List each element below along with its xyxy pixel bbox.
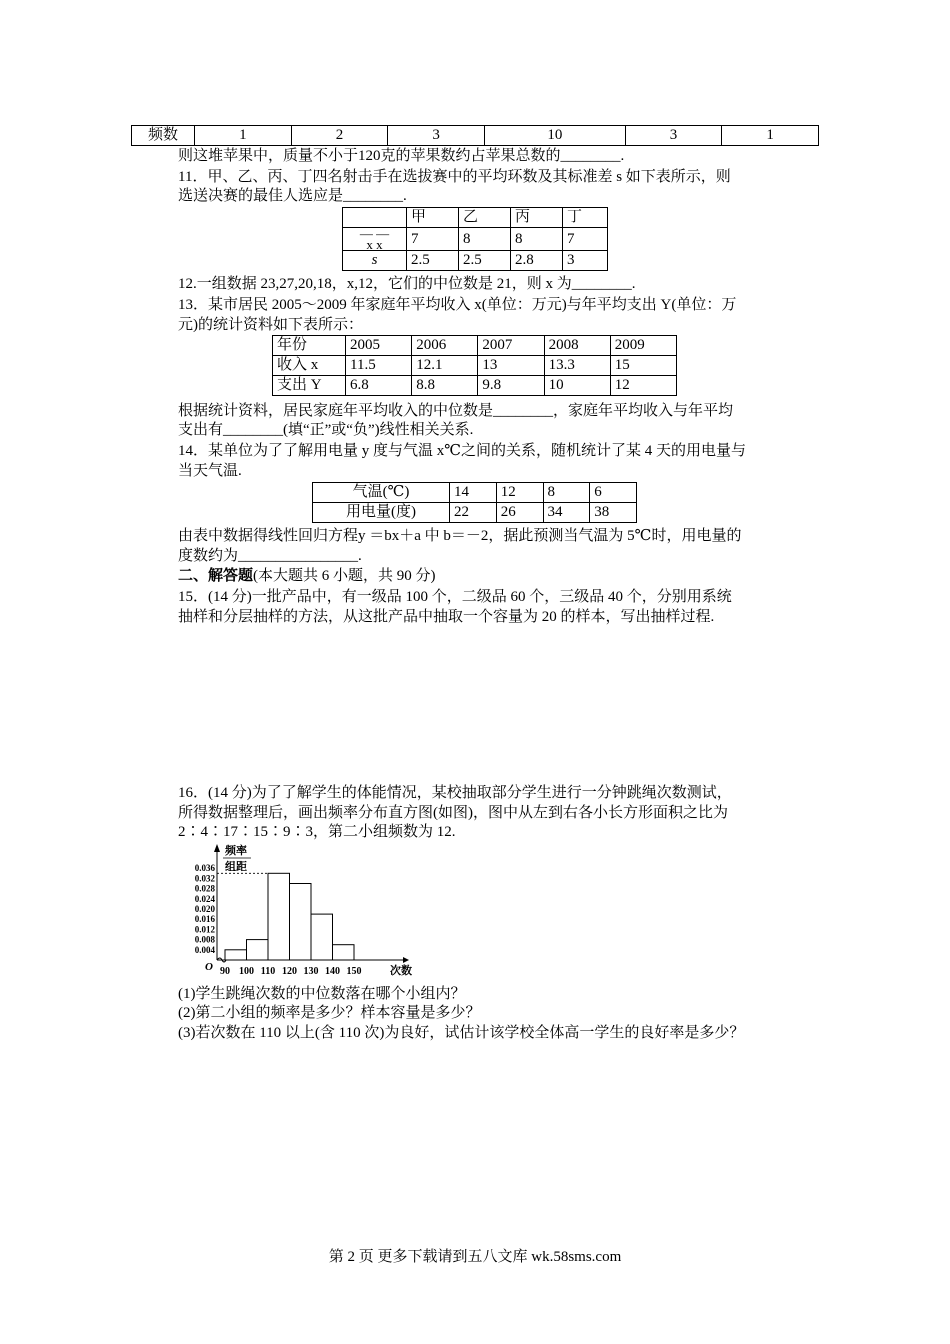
table-cell: 7 xyxy=(407,228,459,251)
table-cell: 7 xyxy=(562,228,607,251)
table-row xyxy=(273,356,677,376)
x-tick-label: 100 xyxy=(239,966,254,977)
q16-sub3: (3)若次数在 110 以上(含 110 次)为良好，试估计该学校全体高一学生的良好率是多少？ xyxy=(178,1025,745,1041)
section-subtitle: (本大题共 6 小题，共 90 分) xyxy=(253,568,436,584)
table-cell: 频数 xyxy=(132,126,195,146)
table-row xyxy=(273,376,677,396)
table-cell: 1 xyxy=(722,126,819,146)
table-cell: 用电量(度) xyxy=(313,503,450,523)
table-cell: s xyxy=(343,251,407,271)
table-cell: 13 xyxy=(478,356,544,376)
section-heading xyxy=(178,567,436,585)
y-axis-arrow xyxy=(214,844,220,852)
histogram-bar xyxy=(333,945,355,960)
table-cell: 6.8 xyxy=(346,376,412,396)
histogram-bar xyxy=(247,940,269,960)
table-cell: 年份 xyxy=(273,336,346,356)
table-cell: 3 xyxy=(562,251,607,271)
table-row xyxy=(273,336,677,356)
y-tick-label: 0.032 xyxy=(194,873,215,884)
y-tick-label: 0.036 xyxy=(194,863,215,874)
table-cell xyxy=(343,228,407,251)
table-row xyxy=(343,251,608,271)
table-row xyxy=(343,228,608,251)
q13-after1: 根据统计资料，居民家庭年平均收入的中位数是________，家庭年平均收入与年平均 xyxy=(178,403,734,419)
table-cell: 2.8 xyxy=(510,251,562,271)
table-cell: 15 xyxy=(610,356,676,376)
table-cell: 12 xyxy=(610,376,676,396)
x-tick-label: 140 xyxy=(325,966,340,977)
table-row xyxy=(343,208,608,228)
q14-after2: 度数约为________________. xyxy=(178,548,362,564)
table-cell: 2007 xyxy=(478,336,544,356)
y-tick-label: 0.020 xyxy=(194,904,215,914)
table-cell: 1 xyxy=(195,126,292,146)
q13-after2: 支出有________(填“正”或“负”)线性相关关系. xyxy=(178,422,474,438)
q14-after1: 由表中数据得线性回归方程y ＝bx＋a 中 b＝－2，据此预测当气温为 5℃时，用电量的 xyxy=(178,528,742,544)
histogram-bar xyxy=(268,873,290,960)
table-cell: 2005 xyxy=(346,336,412,356)
q11-table xyxy=(342,207,608,271)
table-cell: 12 xyxy=(496,483,543,503)
origin-label: O xyxy=(205,961,213,973)
q15-line1: 15．(14 分)一批产品中，有一级品 100 个，二级品 60 个，三级品 40 个，分别用系统 xyxy=(178,589,732,605)
y-tick-label: 0.024 xyxy=(194,893,215,904)
q11-line1: 11．甲、乙、丙、丁四名射击手在选拔赛中的平均环数及其标准差 s 如下表所示，则 xyxy=(178,169,731,185)
q13-line2: 元)的统计资料如下表所示： xyxy=(178,317,363,333)
table-row xyxy=(313,503,637,523)
table-cell: 支出 Y xyxy=(273,376,346,396)
table-cell: 2 xyxy=(291,126,388,146)
x-tick-label: 130 xyxy=(303,966,319,977)
q10-tail: 则这堆苹果中，质量不小于120克的苹果数约占苹果总数的________. xyxy=(178,148,625,164)
y-tick-label: 0.004 xyxy=(194,944,215,955)
q15-line2: 抽样和分层抽样的方法，从这批产品中抽取一个容量为 20 的样本，写出抽样过程. xyxy=(178,609,715,625)
x-axis-label: 次数 xyxy=(390,965,412,977)
y-tick-label: 0.016 xyxy=(194,914,215,925)
mean-overline: — — xyxy=(359,226,390,241)
y-tick-label: 0.012 xyxy=(194,924,215,935)
table-cell: 8.8 xyxy=(412,376,478,396)
table-cell: 3 xyxy=(388,126,485,146)
q16-sub2: (2)第二小组的频率是多少？样本容量是多少？ xyxy=(178,1005,481,1021)
table-cell: 8 xyxy=(510,228,562,251)
mean-label: x x xyxy=(366,237,383,252)
table-cell: 丁 xyxy=(562,208,607,228)
table-row xyxy=(313,483,637,503)
table-cell: 9.8 xyxy=(478,376,544,396)
x-tick-label: 120 xyxy=(282,966,297,977)
y-axis-label-top: 频率 xyxy=(225,845,247,857)
table-cell: 2009 xyxy=(610,336,676,356)
table-cell: 34 xyxy=(543,503,590,523)
x-tick-label: 90 xyxy=(220,966,230,977)
table-cell: 甲 xyxy=(407,208,459,228)
q13-table xyxy=(272,335,677,396)
y-axis-label-bottom: 组距 xyxy=(225,861,247,873)
table-cell: 收入 x xyxy=(273,356,346,376)
table-cell: 2.5 xyxy=(407,251,459,271)
table-cell: 2006 xyxy=(412,336,478,356)
frequency-table xyxy=(131,125,819,146)
x-tick-label: 110 xyxy=(260,966,276,977)
q14-line1: 14．某单位为了了解用电量 y 度与气温 x℃之间的关系，随机统计了某 4 天的用电量与 xyxy=(178,443,747,459)
table-cell: 8 xyxy=(543,483,590,503)
histogram-bar xyxy=(290,884,312,961)
histogram-bar xyxy=(225,950,247,960)
y-tick-label: 0.008 xyxy=(194,934,215,945)
table-cell: 2008 xyxy=(544,336,610,356)
table-cell: 14 xyxy=(450,483,497,503)
table-cell: 乙 xyxy=(458,208,510,228)
q13-line1: 13．某市居民 2005～2009 年家庭年平均收入 x(单位：万元)与年平均支出 Y(单位：万 xyxy=(178,297,737,313)
q11-line2: 选送决赛的最佳人选应是________. xyxy=(178,188,407,204)
table-cell: 22 xyxy=(450,503,497,523)
y-tick-label: 0.028 xyxy=(194,883,215,894)
page-footer: 第 2 页 更多下载请到五八文库 wk.58sms.com xyxy=(328,1249,622,1265)
table-cell: 13.3 xyxy=(544,356,610,376)
table-cell: 2.5 xyxy=(458,251,510,271)
table-cell: 6 xyxy=(590,483,637,503)
table-cell: 26 xyxy=(496,503,543,523)
histogram-bar xyxy=(311,914,333,960)
q16-line3: 2∶4∶17∶15∶9∶3，第二小组频数为 12. xyxy=(178,824,456,840)
q16-line2: 所得数据整理后，画出频率分布直方图(如图)，图中从左到右各小长方形面积之比为 xyxy=(178,805,728,821)
table-cell: 38 xyxy=(590,503,637,523)
q14-line2: 当天气温. xyxy=(178,463,242,479)
q12: 12.一组数据 23,27,20,18，x,12，它们的中位数是 21，则 x 为________. xyxy=(178,276,636,292)
table-cell: 气温(℃) xyxy=(313,483,450,503)
table-cell: 8 xyxy=(458,228,510,251)
q16-line1: 16．(14 分)为了了解学生的体能情况，某校抽取部分学生进行一分钟跳绳次数测试， xyxy=(178,785,732,801)
section-title: 二、解答题 xyxy=(178,568,254,584)
table-cell: 12.1 xyxy=(412,356,478,376)
x-axis-arrow xyxy=(403,957,409,963)
q14-table xyxy=(312,482,637,523)
q16-sub1: (1)学生跳绳次数的中位数落在哪个小组内？ xyxy=(178,986,466,1002)
table-cell: 丙 xyxy=(510,208,562,228)
table-row xyxy=(132,126,819,146)
table-cell: 3 xyxy=(625,126,722,146)
table-cell: 10 xyxy=(544,376,610,396)
table-cell xyxy=(343,208,407,228)
frequency-histogram xyxy=(175,842,415,982)
table-cell: 11.5 xyxy=(346,356,412,376)
table-cell: 10 xyxy=(485,126,626,146)
x-tick-label: 150 xyxy=(346,966,362,977)
